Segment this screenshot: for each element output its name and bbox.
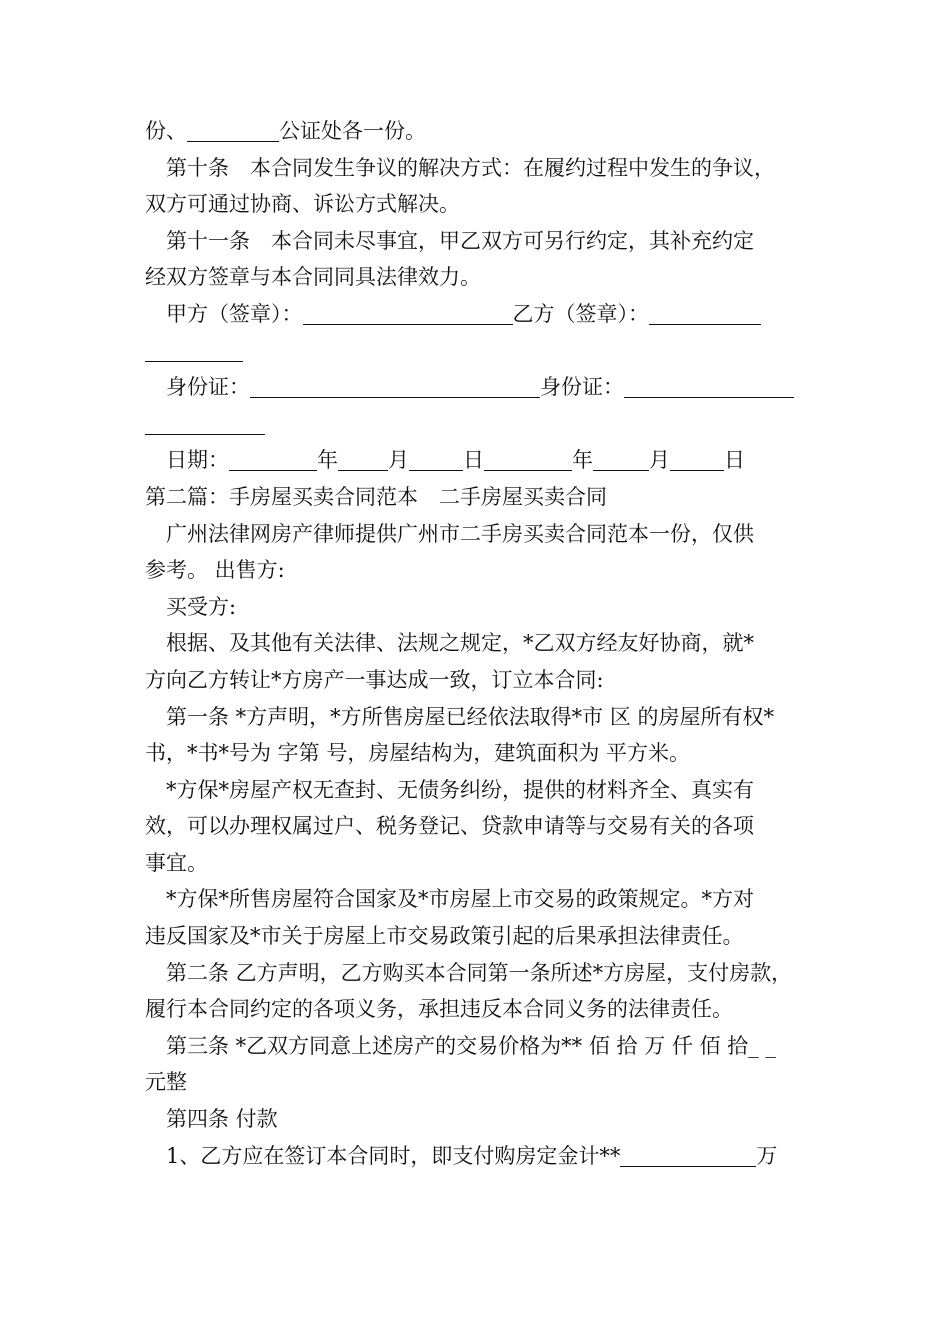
line-text: 元整 [145, 1070, 187, 1095]
line-text: 第二篇：手房屋买卖合同范本 二手房屋买卖合同 [145, 484, 607, 509]
line-text: 广州法律网房产律师提供广州市二手房买卖合同范本一份，仅供 [166, 521, 754, 546]
blank-underline [484, 444, 572, 471]
blank-underline [229, 444, 317, 471]
line-text: 1、乙方应在签订本合同时，即支付购房定金计** [166, 1143, 621, 1168]
blank-underline [620, 1140, 756, 1167]
text-line [145, 369, 813, 406]
text-line [145, 113, 813, 150]
line-text: *方保*房屋产权无查封、无债务纠纷，提供的材料齐全、真实有 [166, 777, 754, 802]
contract-body [145, 113, 813, 1174]
text-line [145, 955, 813, 992]
line-text: 份、 [145, 119, 187, 143]
blank-underline [670, 444, 724, 471]
blank-underline [624, 371, 794, 398]
line-text: 第十一条 本合同未尽事宜，甲乙双方可另行约定，其补充约定 [166, 228, 754, 253]
line-text: 年 [572, 448, 593, 473]
line-text: 万 [756, 1143, 778, 1168]
line-text: 书，*书*号为 字第 号，房屋结构为，建筑面积为 平方米。 [145, 741, 691, 766]
text-line [145, 516, 813, 553]
line-text: 经双方签章与本合同同具法律效力。 [145, 265, 481, 290]
line-text: 第四条 付款 [166, 1107, 278, 1132]
text-line [145, 186, 813, 223]
line-text: 乙方（签章）： [512, 301, 649, 326]
text-line [145, 589, 813, 626]
line-text: 月 [649, 448, 670, 473]
line-text: 公证处各一份。 [279, 119, 426, 143]
blank-underline [187, 115, 279, 142]
line-text: 日期： [166, 448, 229, 473]
blank-underline [338, 444, 388, 471]
line-text: 违反国家及*市关于房屋上市交易政策引起的后果承担法律责任。 [145, 924, 744, 949]
line-text: 双方可通过协商、诉讼方式解决。 [145, 192, 460, 217]
line-text: 年 [317, 448, 338, 473]
text-line [145, 1064, 813, 1101]
line-text: 日 [724, 448, 745, 473]
blank-underline [593, 444, 649, 471]
line-text: 第三条 *乙双方同意上述房产的交易价格为** 佰 拾 万 仟 佰 拾_ _ [166, 1033, 776, 1058]
line-text: 事宜。 [145, 850, 208, 875]
blank-underline [409, 444, 463, 471]
text-line [145, 625, 813, 662]
line-text: 根据、及其他有关法律、法规之规定，*乙双方经友好协商，就* [166, 631, 754, 656]
text-line [145, 552, 813, 589]
text-line [145, 406, 813, 443]
line-text: 日 [463, 448, 484, 473]
line-text: 第二条 乙方声明，乙方购买本合同第一条所述*方房屋，支付房款， [166, 960, 793, 985]
line-text: 履行本合同约定的各项义务，承担违反本合同义务的法律责任。 [145, 997, 733, 1022]
text-line [145, 845, 813, 882]
text-line [145, 918, 813, 955]
text-line [145, 808, 813, 845]
line-text: 第十条 本合同发生争议的解决方式：在履约过程中发生的争议， [166, 155, 775, 180]
blank-underline [145, 408, 265, 435]
text-line [145, 223, 813, 260]
text-line [145, 333, 813, 370]
line-text: 效，可以办理权属过户、税务登记、贷款申请等与交易有关的各项 [145, 814, 754, 839]
text-line [145, 881, 813, 918]
line-text: *方保*所售房屋符合国家及*市房屋上市交易的政策规定。*方对 [166, 887, 754, 912]
blank-underline [250, 371, 540, 398]
line-text: 买受方: [166, 594, 237, 619]
blank-underline [649, 298, 761, 325]
line-text: 身份证： [540, 375, 624, 400]
line-text: 第一条 *方声明，*方所售房屋已经依法取得*市 区 的房屋所有权* [166, 704, 775, 729]
line-text: 参考。 出售方: [145, 558, 285, 583]
blank-underline [145, 335, 243, 362]
line-text: 方向乙方转让*方房产一事达成一致，订立本合同: [145, 667, 604, 692]
text-line [145, 662, 813, 699]
text-line [145, 1138, 813, 1175]
text-line [145, 1028, 813, 1065]
blank-underline [303, 298, 513, 325]
text-line [145, 150, 813, 187]
line-text: 甲方（签章）： [166, 301, 303, 326]
text-line [145, 772, 813, 809]
line-text: 月 [388, 448, 409, 473]
text-line [145, 442, 813, 479]
text-line [145, 991, 813, 1028]
text-line [145, 259, 813, 296]
line-text: 身份证： [166, 375, 250, 400]
text-line [145, 735, 813, 772]
text-line [145, 479, 813, 516]
text-line [145, 1101, 813, 1138]
text-line [145, 699, 813, 736]
text-line [145, 296, 813, 333]
